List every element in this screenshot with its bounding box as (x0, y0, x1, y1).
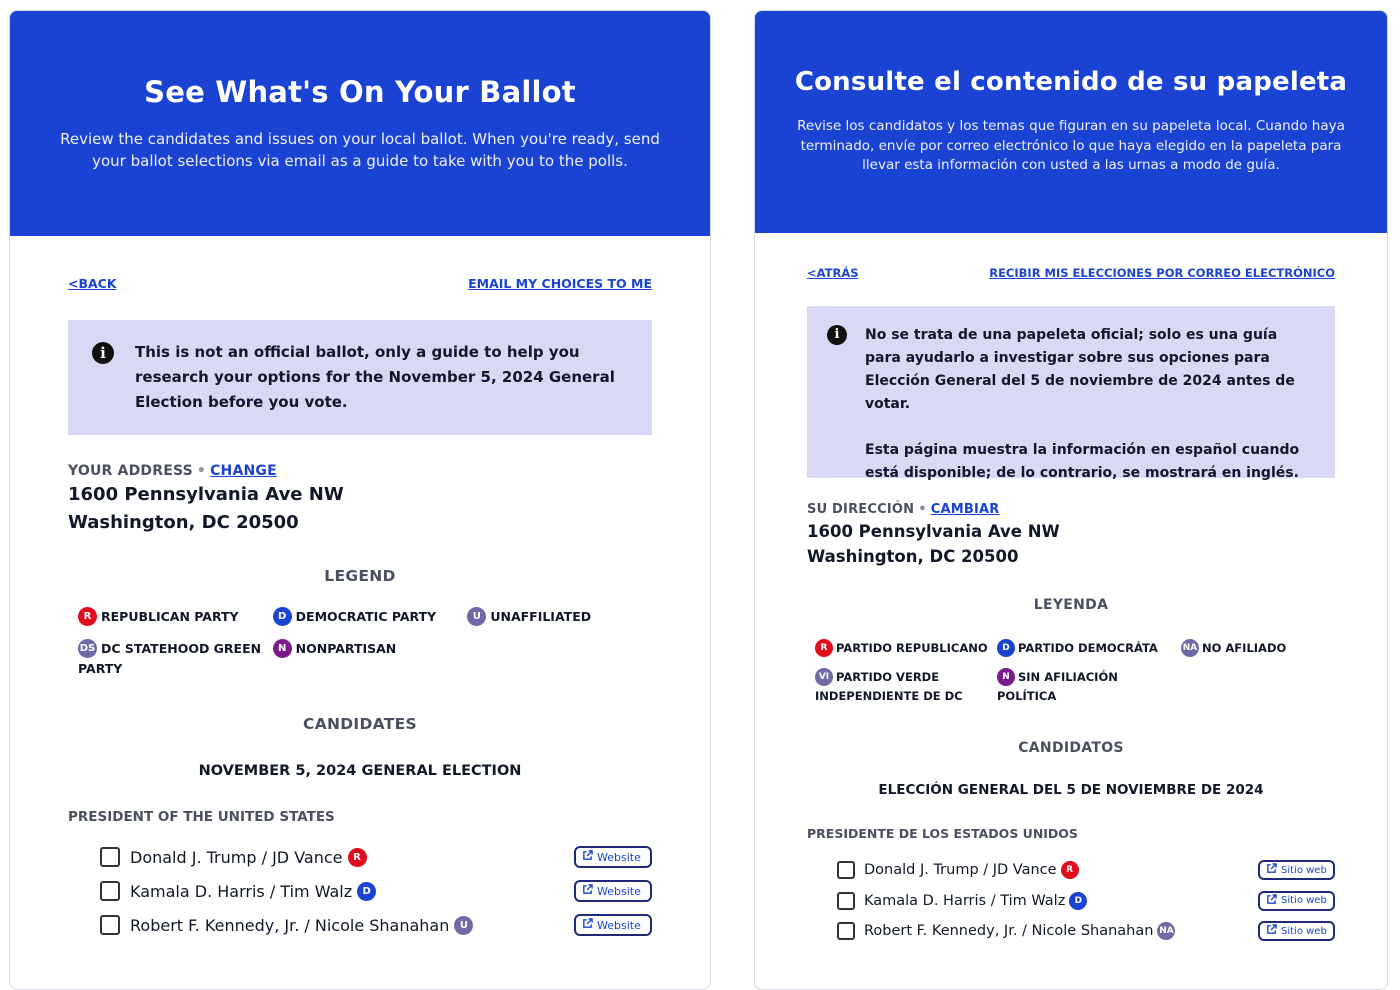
notice-text: No se trata de una papeleta oficial; solo es una guía para ayudarlo a investigar sobre sus opciones para Elección General del 5 de noviembre de 2024 antes de votar. (865, 327, 1295, 412)
notice-box (68, 320, 652, 435)
legend-label: NONPARTISAN (295, 641, 397, 656)
website-button-label: Website (597, 884, 641, 898)
legend-item (997, 668, 1173, 706)
legend-title: LEGEND (324, 567, 396, 585)
website-button[interactable] (574, 914, 652, 936)
website-button-label: Website (597, 918, 641, 932)
party-badge-icon: VI (815, 668, 833, 686)
candidate-row (837, 916, 1335, 947)
email-choices-link[interactable]: RECIBIR MIS ELECCIONES POR CORREO ELECTRÓNICO (989, 266, 1335, 280)
website-button[interactable] (574, 880, 652, 902)
notice-text-secondary: Esta página muestra la información en español cuando está disponible; de lo contrario, se mostrará en inglés. (865, 442, 1300, 481)
change-address-link[interactable]: CHANGE (210, 463, 277, 479)
legend-label: PARTIDO REPUBLICANO (836, 641, 988, 655)
party-badge-icon: DS (78, 639, 97, 658)
legend-label: SIN AFILIACIÓN POLÍTICA (997, 670, 1118, 703)
legend-label: PARTIDO VERDE INDEPENDIENTE DE DC (815, 670, 963, 703)
candidate-checkbox[interactable] (837, 922, 855, 940)
party-badge-icon: R (815, 639, 833, 657)
party-badge-icon: R (348, 848, 367, 867)
address-label-row: SU DIRECCIÓN • CAMBIAR (807, 502, 1000, 517)
legend-item (467, 607, 652, 627)
candidate-checkbox[interactable] (100, 847, 120, 867)
external-link-icon (1266, 894, 1277, 908)
address-label-row: YOUR ADDRESS • CHANGE (68, 463, 277, 479)
ballot-panel-spanish (754, 10, 1388, 990)
legend-label: PARTIDO DEMOCRÁTA (1018, 641, 1158, 655)
page-title: Consulte el contenido de su papeleta (794, 67, 1348, 97)
candidate-row (837, 886, 1335, 917)
office-title: PRESIDENT OF THE UNITED STATES (68, 809, 335, 825)
candidate-checkbox[interactable] (100, 915, 120, 935)
candidate-name: Robert F. Kennedy, Jr. / Nicole Shanahan (864, 923, 1154, 940)
website-button[interactable] (574, 846, 652, 868)
legend-label: NO AFILIADO (1202, 641, 1287, 655)
legend-item (815, 668, 989, 706)
back-link[interactable]: <BACK (68, 275, 117, 291)
legend (68, 607, 652, 679)
party-badge-icon: N (997, 668, 1015, 686)
hero-banner (755, 11, 1387, 233)
website-button[interactable] (1258, 860, 1335, 880)
candidates-title: CANDIDATOS (1018, 740, 1124, 756)
candidates-title: CANDIDATES (303, 715, 417, 733)
party-badge-icon: R (1061, 861, 1079, 879)
party-badge-icon: U (454, 916, 473, 935)
legend-item (273, 639, 458, 679)
hero-banner (10, 11, 710, 236)
candidate-list (68, 840, 652, 942)
legend-item (273, 607, 458, 627)
party-badge-icon: U (467, 607, 486, 626)
address-label: YOUR ADDRESS (68, 463, 193, 479)
legend-label: UNAFFILIATED (490, 609, 592, 624)
legend-label: DC STATEHOOD GREEN PARTY (78, 641, 262, 676)
legend (807, 639, 1335, 706)
candidate-name: Kamala D. Harris / Tim Walz (130, 881, 353, 901)
back-link[interactable]: <ATRÁS (807, 266, 859, 280)
address-line-1: 1600 Pennsylvania Ave NW (807, 522, 1060, 541)
candidate-list (807, 855, 1335, 947)
legend-title: LEYENDA (1033, 597, 1109, 613)
address-line-2: Washington, DC 20500 (68, 512, 299, 533)
change-address-link[interactable]: CAMBIAR (930, 502, 1000, 517)
external-link-icon (582, 918, 593, 932)
party-badge-icon: D (997, 639, 1015, 657)
candidate-name: Donald J. Trump / JD Vance (130, 847, 343, 867)
notice-box (807, 306, 1335, 481)
candidate-row (100, 874, 652, 908)
top-nav (68, 276, 652, 290)
candidate-checkbox[interactable] (837, 892, 855, 910)
address-line-2: Washington, DC 20500 (807, 547, 1019, 566)
notice-text: This is not an official ballot, only a guide to help you research your options for the November 5, 2024 General Election before you vote. (135, 343, 615, 411)
legend-item (815, 639, 989, 658)
candidate-row (100, 840, 652, 874)
party-badge-icon: D (357, 882, 376, 901)
candidate-name: Kamala D. Harris / Tim Walz (864, 892, 1066, 909)
candidate-name: Donald J. Trump / JD Vance (864, 862, 1057, 879)
website-button[interactable] (1258, 921, 1335, 941)
external-link-icon (582, 884, 593, 898)
legend-item (997, 639, 1173, 658)
legend-label: DEMOCRATIC PARTY (295, 609, 437, 624)
website-button[interactable] (1258, 891, 1335, 911)
party-badge-icon: N (273, 639, 292, 658)
address-line-1: 1600 Pennsylvania Ave NW (68, 484, 344, 505)
legend-item (78, 607, 263, 627)
party-badge-icon: NA (1181, 639, 1199, 657)
legend-item (1181, 639, 1335, 658)
info-icon: i (92, 342, 114, 364)
ballot-panel-english (9, 10, 711, 990)
legend-label: REPUBLICAN PARTY (101, 609, 239, 624)
party-badge-icon: NA (1157, 922, 1175, 940)
address (807, 519, 1335, 569)
website-button-label: Sitio web (1281, 864, 1327, 876)
candidate-checkbox[interactable] (837, 861, 855, 879)
party-badge-icon: D (1069, 892, 1087, 910)
email-choices-link[interactable]: EMAIL MY CHOICES TO ME (468, 275, 652, 291)
party-badge-icon: D (273, 607, 292, 626)
website-button-label: Sitio web (1281, 895, 1327, 907)
external-link-icon (1266, 863, 1277, 877)
party-badge-icon: R (78, 607, 97, 626)
legend-item (78, 639, 263, 679)
page-title: See What's On Your Ballot (144, 75, 576, 109)
top-nav (807, 267, 1335, 279)
candidate-name: Robert F. Kennedy, Jr. / Nicole Shanahan (130, 915, 450, 935)
candidate-row (837, 855, 1335, 886)
external-link-icon (1266, 924, 1277, 938)
website-button-label: Website (597, 850, 641, 864)
office-title: PRESIDENTE DE LOS ESTADOS UNIDOS (807, 826, 1078, 841)
address-label: SU DIRECCIÓN (807, 502, 915, 517)
external-link-icon (582, 850, 593, 864)
hero-description: Revise los candidatos y los temas que figuran en su papeleta local. Cuando haya terminado, envíe por correo electrónico lo que haya elegido en la papeleta para llevar esta información con usted a las urnas a modo de guía. (797, 118, 1345, 174)
hero-description: Review the candidates and issues on your local ballot. When you're ready, send your ballot selections via email as a guide to take with you to the polls. (60, 130, 660, 170)
website-button-label: Sitio web (1281, 925, 1327, 937)
candidate-checkbox[interactable] (100, 881, 120, 901)
address (68, 481, 652, 537)
info-icon: i (827, 325, 847, 345)
election-title: NOVEMBER 5, 2024 GENERAL ELECTION (198, 763, 522, 779)
election-title: ELECCIÓN GENERAL DEL 5 DE NOVIEMBRE DE 2024 (878, 782, 1264, 798)
candidate-row (100, 908, 652, 942)
